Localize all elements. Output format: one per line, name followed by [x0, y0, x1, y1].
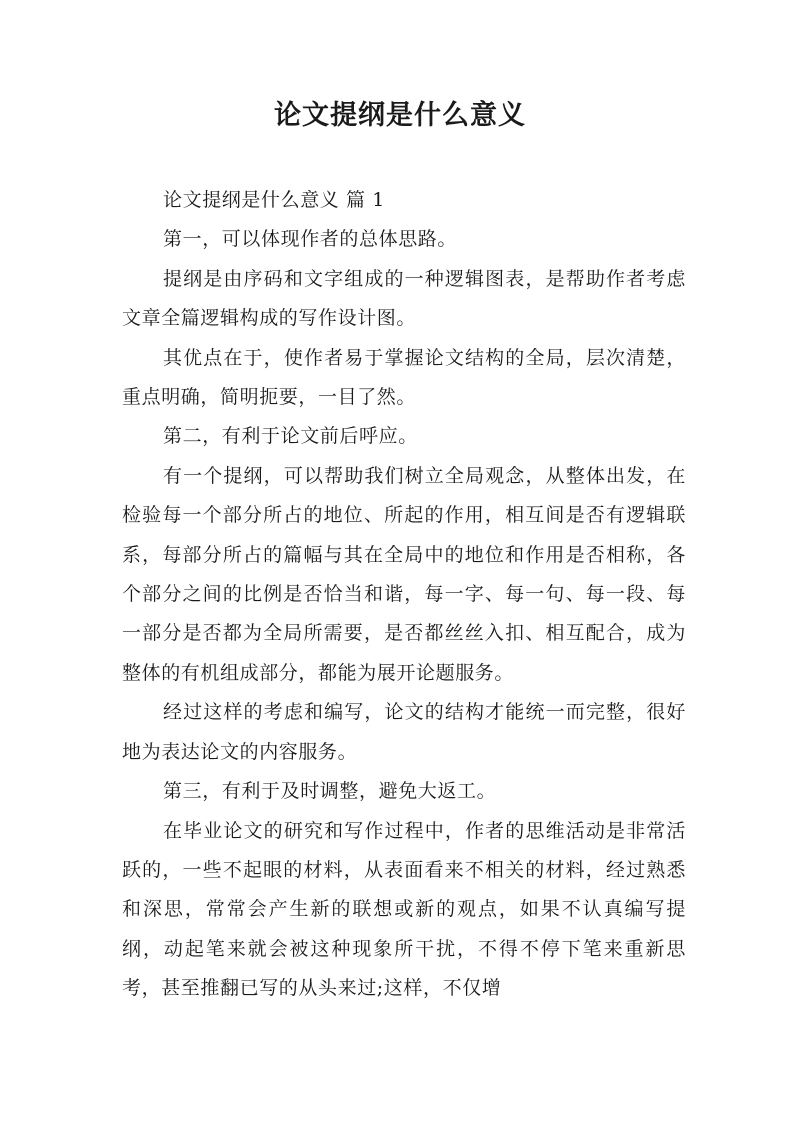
paragraph-heading: 论文提纲是什么意义 篇 1	[163, 189, 385, 211]
paragraph: 其优点在于，使作者易于掌握论文结构的全局，层次清楚，重点明确，简明扼要，一目了然。	[122, 346, 686, 409]
document-title: 论文提纲是什么意义	[274, 100, 526, 131]
paragraph: 经过这样的考虑和编写，论文的结构才能统一而完整，很好地为表达论文的内容服务。	[122, 701, 686, 763]
paragraph: 第三，有利于及时调整，避免大返工。	[163, 780, 497, 803]
paragraph: 第二，有利于论文前后呼应。	[163, 425, 418, 448]
paragraph: 提纲是由序码和文字组成的一种逻辑图表，是帮助作者考虑文章全篇逻辑构成的写作设计图。	[122, 267, 686, 330]
paragraph: 在毕业论文的研究和写作过程中，作者的思维活动是非常活跃的，一些不起眼的材料，从表面看来不相关的材料，经过熟悉和深思，常常会产生新的联想或新的观点，如果不认真编写提纲，动起笔来就会被这种现象所干扰，不得不停下笔来重新思考，甚至推翻已写的从头来过;这样，不仅增	[122, 819, 686, 1000]
paragraph: 有一个提纲，可以帮助我们树立全局观念，从整体出发，在检验每一个部分所占的地位、所起的作用，相互间是否有逻辑联系，每部分所占的篇幅与其在全局中的地位和作用是否相称，各个部分之间的比例是否恰当和谐，每一字、每一句、每一段、每一部分是否都为全局所需要，是否都丝丝入扣、相互配合，成为整体的有机组成部分，都能为展开论题服务。	[122, 464, 686, 684]
paragraph: 第一，可以体现作者的总体思路。	[163, 228, 458, 251]
document-body	[122, 181, 686, 1009]
